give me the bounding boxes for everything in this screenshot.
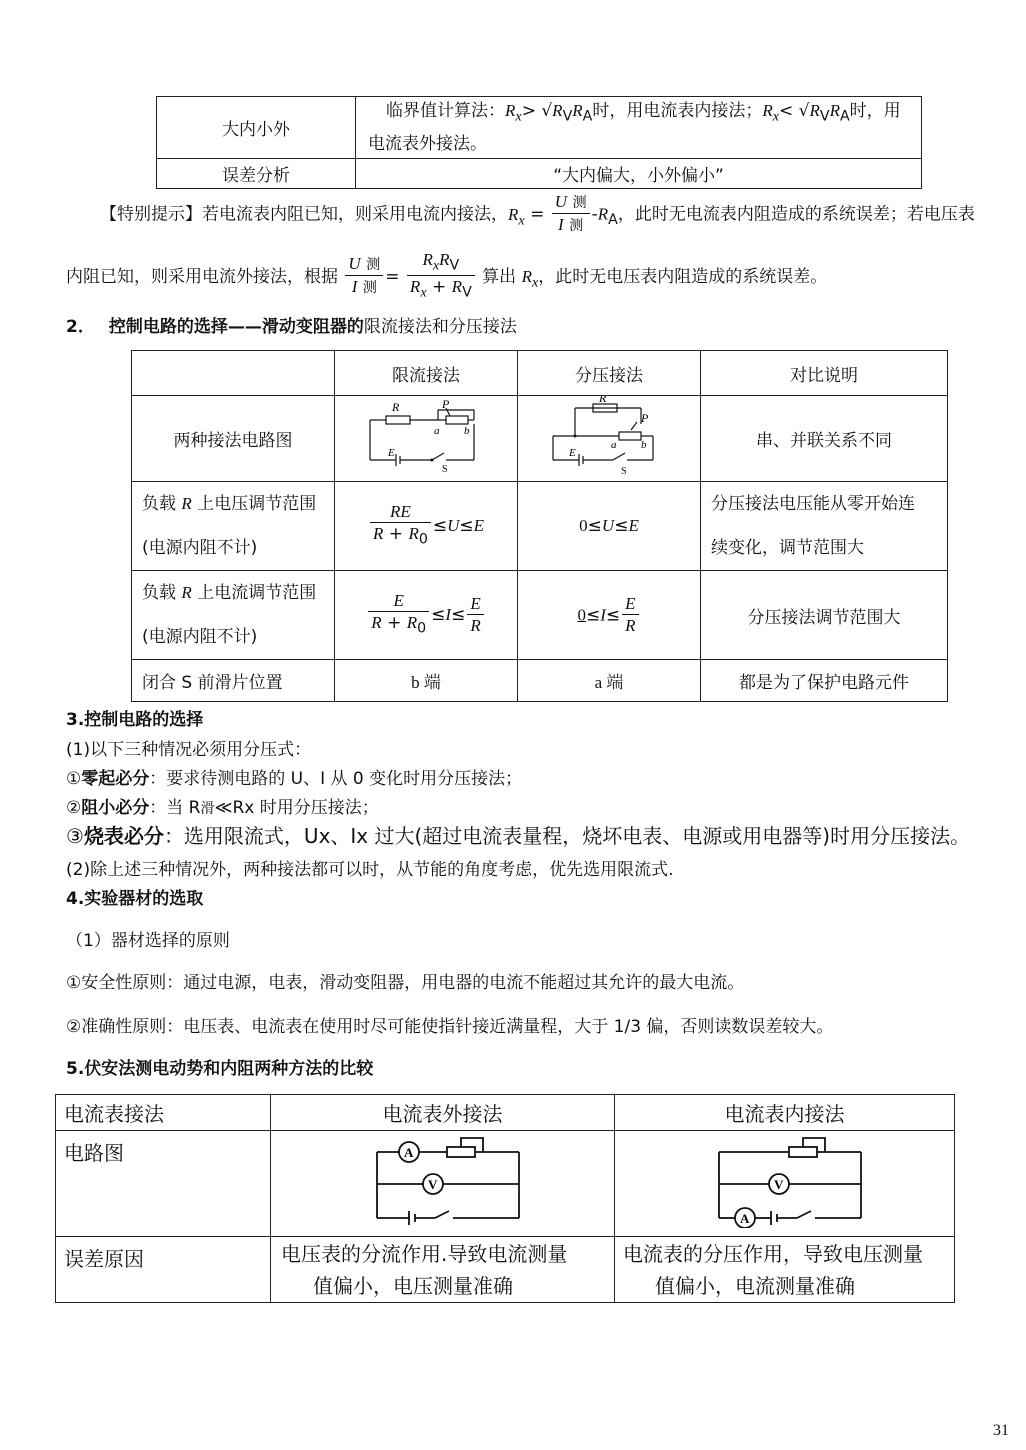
header-external: 电流表外接法 [271, 1095, 615, 1131]
row-circuit: 电路图 [56, 1131, 271, 1237]
row-circuit-diagram: 两种接法电路图 [132, 396, 335, 482]
section-2-heading: 2． 控制电路的选择——滑动变阻器的限流接法和分压接法 [66, 317, 517, 337]
svg-text:V: V [427, 1177, 437, 1192]
external-circuit-diagram [363, 1134, 523, 1228]
critical-value-table [156, 96, 922, 189]
page-number: 31 [993, 1422, 1009, 1439]
row-voltage-range: 负载 R 上电压调节范围 (电源内阻不计) [132, 482, 335, 571]
internal-circuit-cell [615, 1131, 955, 1237]
external-circuit-cell [271, 1131, 615, 1237]
section-4-p1: （1）器材选择的原则 [66, 931, 230, 951]
relation-note: 串、并联关系不同 [701, 396, 948, 482]
row-error-cause: 误差原因 [56, 1237, 271, 1303]
external-error-cause: 电压表的分流作用.导致电流测量 值偏小，电压测量准确 [271, 1237, 615, 1303]
divider-current-range: 0≤I≤ $\frac{E}{R}$ [518, 571, 701, 660]
row-slider-position: 闭合 S 前滑片位置 [132, 660, 335, 702]
svg-text:E: E [569, 447, 576, 459]
control-circuit-table [131, 350, 948, 702]
section-4-item1: ①安全性原则：通过电源，电表，滑动变阻器，用电器的电流不能超过其允许的最大电流。 [66, 973, 745, 993]
divider-circuit-cell [518, 396, 701, 482]
special-tip-line1: 【特别提示】若电流表内阻已知，则采用电流内接法，$R_x$ = $\frac{\text{U 测}}{\text{I 测}}$ $-R_A$，此时无电流表内阻造成的系统误差；若电压表 [100, 192, 975, 237]
special-tip-line2: 内阻已知，则采用电流外接法，根据 $\frac{\text{U 测}}{\text{I 测}}$ = $\frac{R_xR_V}{R_x + R_V}$ 算出 $R_x$，此时无电压表内阻造成的系统误差。 [66, 250, 827, 304]
svg-text:R: R [599, 396, 607, 405]
row-current-range: 负载 R 上电流调节范围 (电源内阻不计) [132, 571, 335, 660]
divider-circuit-diagram [549, 396, 669, 476]
header-limiting: 限流接法 [335, 351, 518, 396]
error-analysis-cell: “大内偏大，小外偏小” [356, 159, 922, 189]
current-range-note: 分压接法调节范围大 [701, 571, 948, 660]
section-4-item2: ②准确性原则：电压表、电流表在使用时尽可能使指针接近满量程，大于 1/3 偏，否则读数误差较大。 [66, 1017, 834, 1037]
section-3-p1: (1)以下三种情况必须用分压式： [66, 740, 312, 760]
section-3-item1: ①零起必分：要求待测电路的 U、I 从 0 变化时用分压接法； [66, 769, 523, 789]
emf-method-table [55, 1094, 955, 1303]
svg-text:S: S [442, 464, 448, 474]
divider-voltage-range: 0≤U≤E [518, 482, 701, 571]
svg-text:A: A [403, 1145, 413, 1160]
svg-text:a: a [434, 425, 440, 437]
svg-text:E: E [388, 447, 395, 459]
limiting-circuit-cell [335, 396, 518, 482]
section-3-p2: (2)除上述三种情况外，两种接法都可以时，从节能的角度考虑，优先选用限流式. [66, 860, 674, 880]
header-ammeter-connection: 电流表接法 [56, 1095, 271, 1131]
divider-slider-position: a 端 [518, 660, 701, 702]
fraction-rxrv: $\frac{R_xR_V}{R_x + R_V}$ [407, 250, 475, 304]
limiting-slider-position: b 端 [335, 660, 518, 702]
svg-text:b: b [464, 425, 470, 437]
svg-text:R: R [392, 400, 400, 414]
header-divider: 分压接法 [518, 351, 701, 396]
limiting-current-range: $\frac{E}{R + R_0}$ ≤I≤ $\frac{E}{R}$ [335, 571, 518, 660]
svg-text:A: A [739, 1211, 749, 1226]
section-3-item2: ②阻小必分：当 R滑≪Rx 时用分压接法； [66, 798, 379, 818]
fraction-u-over-i: $\frac{\text{U 测}}{\text{I 测}}$ [552, 192, 590, 237]
svg-text:b: b [641, 439, 647, 451]
limiting-circuit-diagram [366, 398, 486, 474]
limiting-voltage-range: $\frac{RE}{R + R_0}$ ≤U≤E [335, 482, 518, 571]
fraction-u-over-i-2: $\frac{\text{U 测}}{\text{I 测}}$ [345, 254, 383, 299]
svg-text:S: S [621, 466, 627, 476]
svg-text:a: a [611, 439, 617, 451]
critical-value-cell: 临界值计算法：$R_x> √R_VR_A$时，用电流表内接法；$R_x< √R_VR_A$时，用 电流表外接法。 [356, 97, 922, 159]
header-comparison: 对比说明 [701, 351, 948, 396]
slider-position-note: 都是为了保护电路元件 [701, 660, 948, 702]
internal-circuit-diagram [705, 1134, 865, 1228]
section-5-heading: 5.伏安法测电动势和内阻两种方法的比较 [66, 1059, 374, 1079]
row-label-da-nei-xiao-wai: 大内小外 [157, 97, 356, 159]
section-3-heading: 3.控制电路的选择 [66, 710, 204, 730]
section-4-heading: 4.实验器材的选取 [66, 889, 204, 909]
svg-text:V: V [773, 1177, 783, 1192]
internal-error-cause: 电流表的分压作用，导致电压测量 值偏小，电流测量准确 [615, 1237, 955, 1303]
header-internal: 电流表内接法 [615, 1095, 955, 1131]
row-label-error-analysis: 误差分析 [157, 159, 356, 189]
svg-text:P: P [442, 398, 450, 411]
voltage-range-note: 分压接法电压能从零开始连 续变化，调节范围大 [701, 482, 948, 571]
svg-text:P: P [641, 411, 649, 425]
section-3-item3: ③烧表必分：选用限流式，Ux、Ix 过大(超过电流表量程，烧坏电表、电源或用电器等)时用分压接法。 [66, 824, 971, 848]
